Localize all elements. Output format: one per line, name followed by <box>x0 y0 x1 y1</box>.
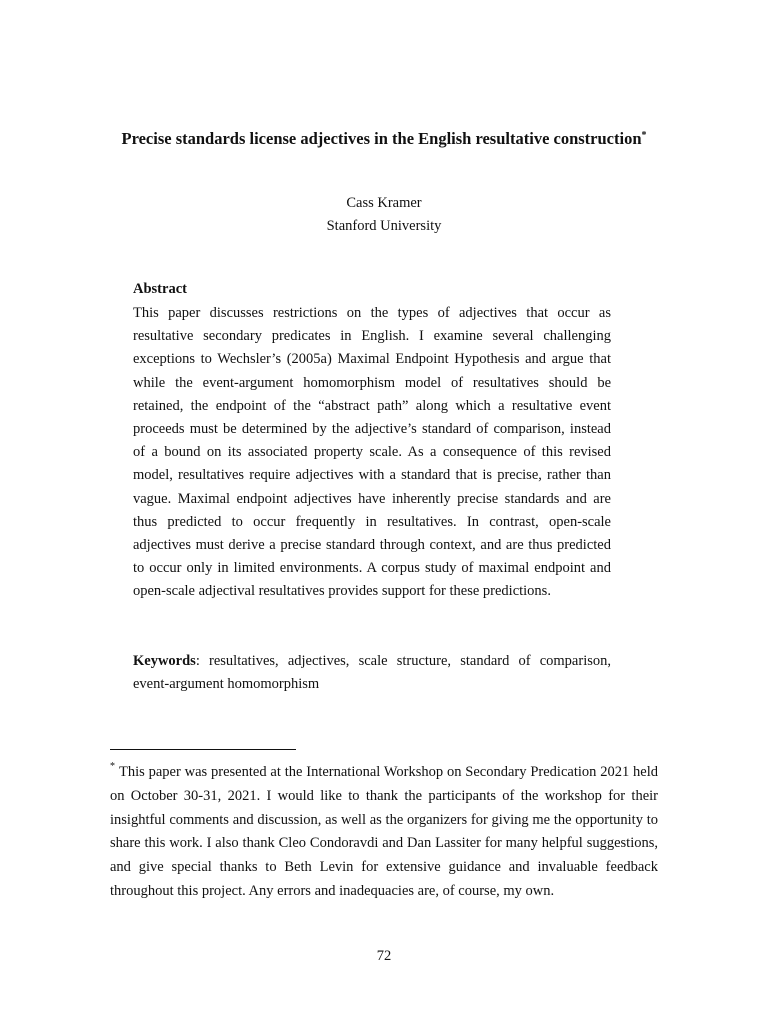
author-affiliation: Stanford University <box>326 218 442 234</box>
keywords-text: : resultatives, adjectives, scale structure, standard of comparison, event-argument homomorphism <box>133 653 611 693</box>
abstract-body: This paper discusses restrictions on the types of adjectives that occur as resultative secondary predicates in English. I examine several challenging exceptions to Wechsler’s (2005a) Maximal Endpoint Hypothesis and argue that while the event-argument homomorphism model of resultatives should be retained, the endpoint of the “abstract path” along which a resultative event proceeds must be determined by the adjective’s standard of comparison, instead of a bound on its associated property scale. As a consequence of this revised model, resultatives require adjectives with a standard that is precise, rather than vague. Maximal endpoint adjectives have inherently precise standards and are thus predicted to occur frequently in resultatives. In contrast, open-scale adjectives must derive a precise standard through context, and are thus predicted to occur only in limited environments. A corpus study of maximal endpoint and open-scale adjectival resultatives provides support for these predictions. <box>133 305 611 600</box>
footnote-divider <box>110 749 296 750</box>
footnote-text: This paper was presented at the International Workshop on Secondary Predication 2021 held on October 30-31, 2021. I would like to thank the participants of the workshop for their insightful comments and discussion, as well as the organizers for giving me the opportunity to share this work. I also thank Cleo Condoravdi and Dan Lassiter for many helpful suggestions, and give special thanks to Beth Levin for extensive guidance and invaluable feedback throughout this project. Any errors and inadequacies are, of course, my own. <box>110 764 658 899</box>
footnote <box>110 761 658 904</box>
title-footnote-marker: * <box>641 130 647 141</box>
page-number: 72 <box>376 948 392 964</box>
paper-title-text: Precise standards license adjectives in the English resultative construction <box>121 129 642 148</box>
keywords-paragraph <box>133 650 611 696</box>
keywords-label: Keywords <box>133 653 196 669</box>
abstract-heading: Abstract <box>133 281 187 297</box>
paper-title <box>110 127 658 151</box>
footnote-marker: * <box>110 761 115 772</box>
author-name: Cass Kramer <box>346 195 422 211</box>
